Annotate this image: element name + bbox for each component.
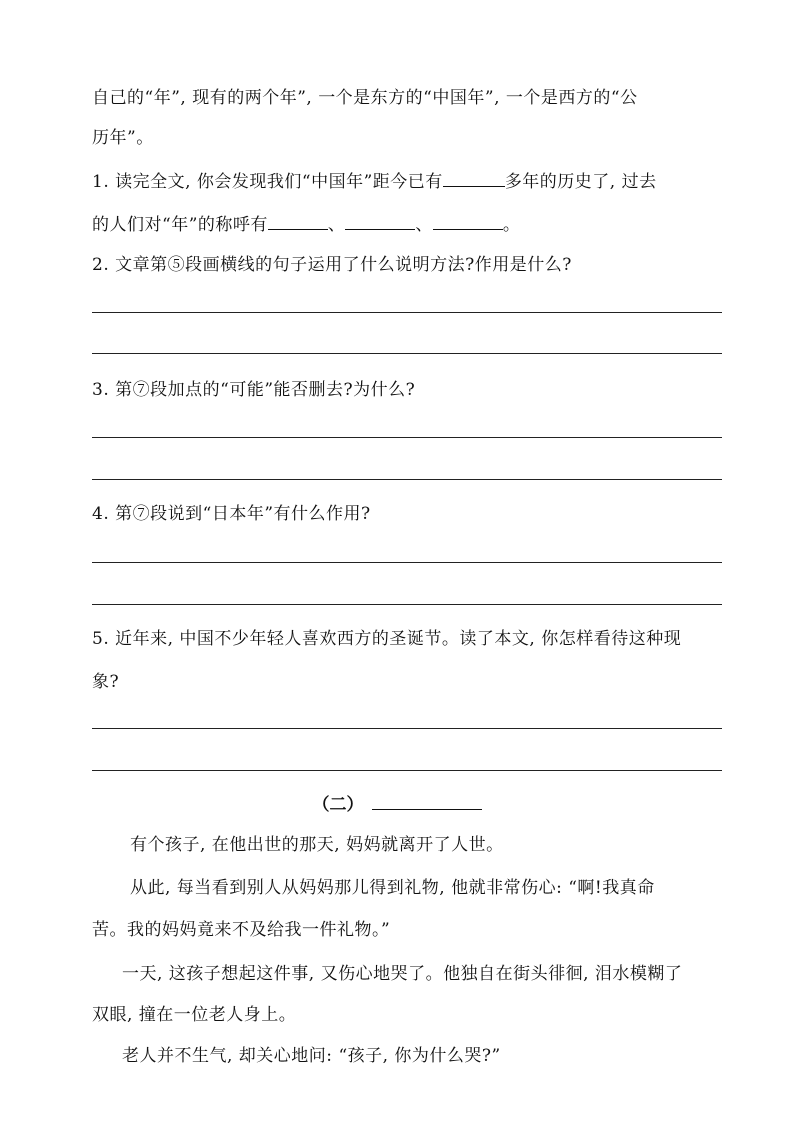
story-paragraph-3-line-1: 一天, 这孩子想起这件事, 又伤心地哭了。他独自在街头徘徊, 泪水模糊了 [122,964,683,984]
answer-line-q2-1[interactable] [92,312,722,313]
question-1-text-a: 1. 读完全文, 你会发现我们“中国年”距今已有 [92,172,443,192]
question-5-line-1: 5. 近年来, 中国不少年轻人喜欢西方的圣诞节。读了本文, 你怎样看待这种现 [92,629,682,649]
answer-line-q3-2[interactable] [92,479,722,480]
answer-blank-name-1[interactable] [268,213,328,230]
answer-line-q5-2[interactable] [92,770,722,771]
story-paragraph-2-line-2: 苦。我的妈妈竟来不及给我一件礼物。” [92,920,391,940]
separator: 、 [415,215,433,235]
separator: 、 [327,215,346,235]
question-2: 2. 文章第⑤段画横线的句子运用了什么说明方法?作用是什么? [92,255,572,275]
intro-line-1: 自己的“年”, 现有的两个年”, 一个是东方的“中国年”, 一个是西方的“公 [92,88,638,108]
sentence-end: 。 [502,215,521,235]
question-5-line-2: 象? [92,672,120,692]
section-2-number: （二） [312,795,364,815]
answer-line-q5-1[interactable] [92,728,722,729]
section-2-title-blank[interactable] [372,793,482,810]
answer-blank-name-3[interactable] [433,213,503,230]
question-1-line-2 [92,213,520,236]
intro-line-2: 历年”。 [92,128,154,148]
question-3: 3. 第⑦段加点的“可能”能否删去?为什么? [92,380,416,400]
answer-line-q4-2[interactable] [92,604,722,605]
question-4: 4. 第⑦段说到“日本年”有什么作用? [92,504,371,524]
story-paragraph-3-line-2: 双眼, 撞在一位老人身上。 [92,1005,297,1025]
question-1-text-b: 多年的历史了, 过去 [504,172,657,192]
answer-line-q3-1[interactable] [92,437,722,438]
answer-blank-years[interactable] [443,170,505,187]
answer-line-q4-1[interactable] [92,562,722,563]
answer-blank-name-2[interactable] [345,213,415,230]
story-paragraph-4: 老人并不生气, 却关心地问: “孩子, 你为什么哭?” [122,1046,501,1066]
story-paragraph-2-line-1: 从此, 每当看到别人从妈妈那儿得到礼物, 他就非常伤心: “啊!我真命 [130,878,655,898]
section-2-heading [0,793,794,816]
question-1-text-c: 的人们对“年”的称呼有 [92,215,268,235]
question-1-line-1 [92,170,657,193]
story-paragraph-1: 有个孩子, 在他出世的那天, 妈妈就离开了人世。 [130,835,504,855]
answer-line-q2-2[interactable] [92,353,722,354]
